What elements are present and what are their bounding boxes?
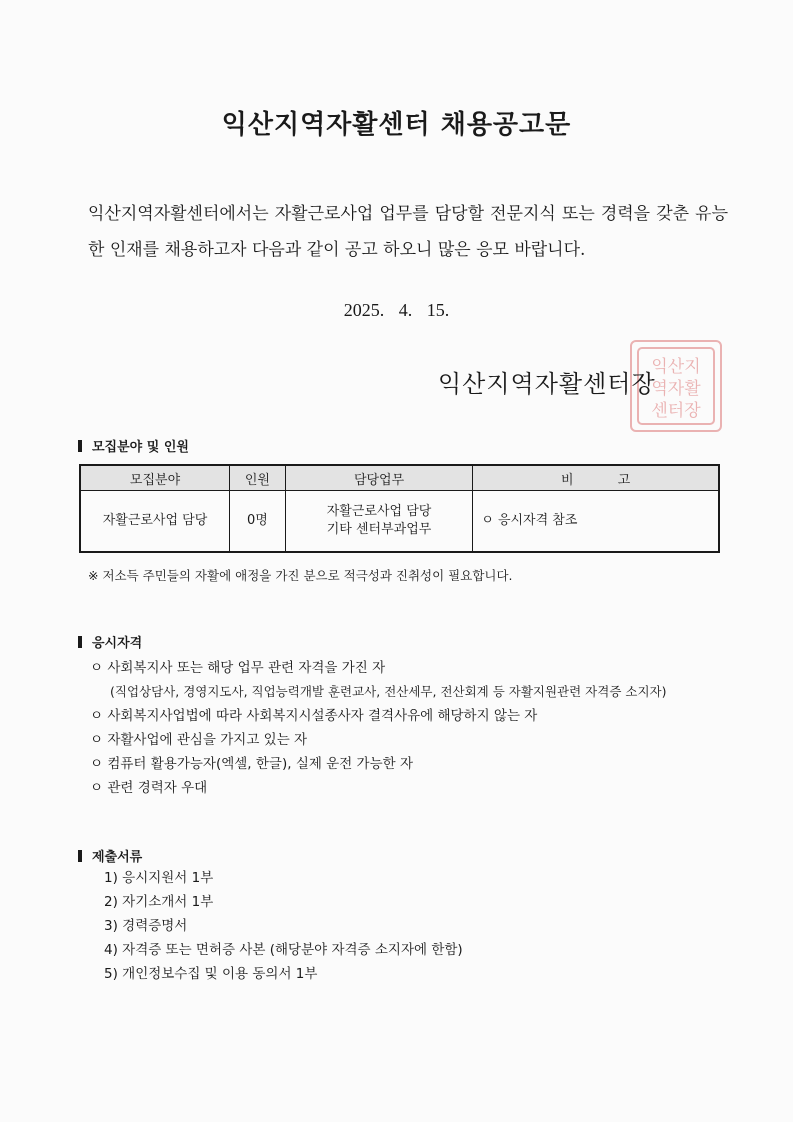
documents-list: [104, 866, 463, 986]
intro-paragraph: 익산지역자활센터에서는 자활근로사업 업무를 담당할 전문지식 또는 경력을 갖춘 유능한 인재를 채용하고자 다음과 같이 공고 하오니 많은 응모 바랍니다.: [88, 204, 728, 260]
list-item: ㅇ 자활사업에 관심을 가지고 있는 자: [90, 732, 308, 748]
recruitment-table: [79, 464, 720, 553]
table-row: [80, 491, 719, 553]
issuer-name: 익산지역자활센터장: [438, 370, 656, 398]
section-documents-heading: [78, 846, 142, 865]
list-item: ㅇ 사회복지사업법에 따라 사회복지시설종사자 결격사유에 해당하지 않는 자: [90, 708, 538, 724]
col-header-duty: 담당업무: [285, 465, 472, 491]
section-qualification-label: 응시자격: [92, 636, 143, 651]
section-documents-label: 제출서류: [92, 850, 143, 865]
list-item: ㅇ 관련 경력자 우대: [90, 780, 208, 796]
list-item: 5) 개인정보수집 및 이용 동의서 1부: [104, 966, 318, 982]
table-header-row: [80, 465, 719, 491]
section-bullet-icon: [78, 636, 82, 648]
cell-duty: [285, 491, 472, 553]
col-header-field: 모집분야: [80, 465, 230, 491]
list-item: 2) 자기소개서 1부: [104, 894, 214, 910]
section-bullet-icon: [78, 440, 82, 452]
list-item: ㅇ 컴퓨터 활용가능자(엑셀, 한글), 실제 운전 가능한 자: [90, 756, 414, 772]
cell-duty-line2: 기타 센터부과업무: [326, 522, 432, 537]
svg-text:센터장: 센터장: [651, 401, 701, 421]
col-header-remark: 비 고: [473, 465, 719, 491]
cell-duty-line1: 자활근로사업 담당: [326, 504, 432, 519]
list-item: 1) 응시지원서 1부: [104, 870, 214, 886]
svg-text:역자활: 역자활: [651, 379, 701, 399]
section-recruitment-heading: [78, 436, 189, 455]
cell-count: 0명: [230, 491, 286, 553]
document-title: 익산지역자활센터 채용공고문: [221, 110, 572, 140]
col-header-count: 인원: [230, 465, 286, 491]
section-bullet-icon: [78, 850, 82, 862]
list-item-detail: (직업상담사, 경영지도사, 직업능력개발 훈련교사, 전산세무, 전산회계 등 자활지원관련 자격증 소지자): [110, 684, 667, 699]
list-item: 3) 경력증명서: [104, 918, 188, 934]
list-item: 4) 자격증 또는 면허증 사본 (해당분야 자격증 소지자에 한함): [104, 942, 463, 958]
section-recruitment-label: 모집분야 및 인원: [92, 440, 189, 455]
list-item: ㅇ 사회복지사 또는 해당 업무 관련 자격을 가진 자: [90, 660, 386, 676]
qualification-list: [90, 656, 666, 800]
recruitment-footnote: ※ 저소득 주민들의 자활에 애정을 가진 분으로 적극성과 진취성이 필요합니다.: [88, 568, 513, 583]
cell-field: 자활근로사업 담당: [80, 491, 230, 553]
cell-remark: ㅇ 응시자격 참조: [473, 491, 719, 553]
announcement-date: 2025. 4. 15.: [343, 300, 450, 320]
svg-text:익산지: 익산지: [651, 357, 701, 377]
section-qualification-heading: [78, 632, 142, 651]
